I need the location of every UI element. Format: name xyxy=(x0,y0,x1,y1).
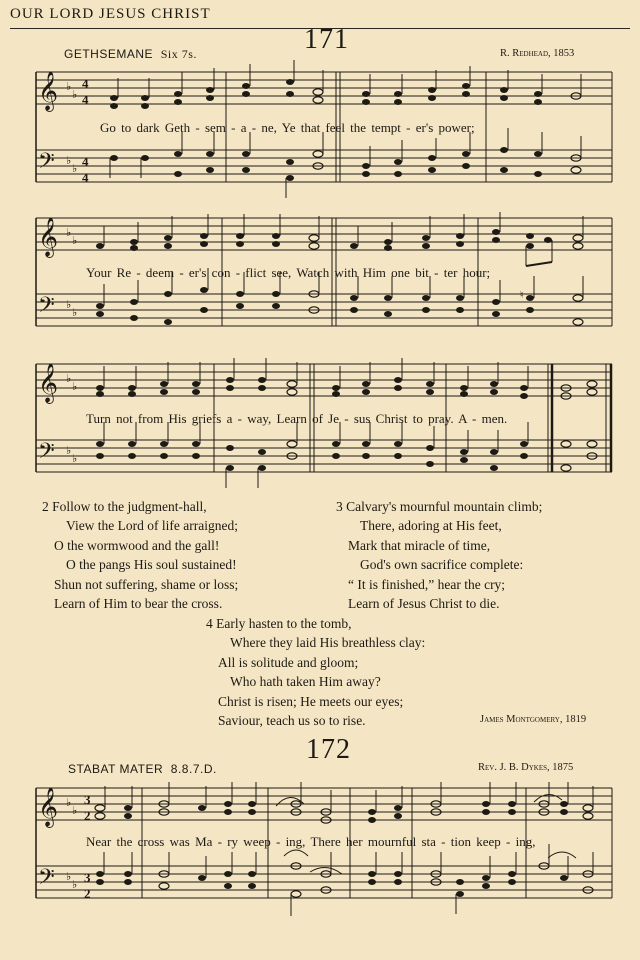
svg-text:♭: ♭ xyxy=(72,163,78,175)
verse-3-line-3: Mark that miracle of time, xyxy=(348,537,491,553)
verse-4-line-3: All is solitude and gloom; xyxy=(218,654,359,670)
svg-text:2: 2 xyxy=(84,886,91,901)
verse-3-line-6: Learn of Jesus Christ to die. xyxy=(348,596,500,612)
svg-text:♭: ♭ xyxy=(72,805,78,817)
lyric-line-3: Turn not from His griefs a - way, Learn of Je - sus Christ to pray. A - men. xyxy=(86,411,508,426)
author-credit-171: James Montgomery, 1819 xyxy=(480,714,587,725)
svg-text:𝄢: 𝄢 xyxy=(38,293,55,323)
svg-text:♭: ♭ xyxy=(66,445,72,457)
tune-name-172 xyxy=(68,762,217,776)
verse-3-line-2: There, adoring at His feet, xyxy=(360,518,502,534)
svg-text:4: 4 xyxy=(82,170,89,185)
svg-text:𝄞: 𝄞 xyxy=(38,787,59,827)
verse-2-line-4: O the pangs His soul sustained! xyxy=(66,557,237,573)
svg-text:4: 4 xyxy=(82,76,89,91)
verse-4-line-1: 4 Early hasten to the tomb, xyxy=(206,616,352,631)
verse-2-line-6: Learn of Him to bear the cross. xyxy=(54,596,223,612)
svg-text:3: 3 xyxy=(84,870,91,885)
music-system-4 xyxy=(0,782,640,922)
hymn-number-171: 171 xyxy=(304,24,349,55)
verse-4 xyxy=(206,614,425,730)
music-system-1 xyxy=(0,66,640,206)
svg-text:𝄢: 𝄢 xyxy=(38,865,55,895)
svg-text:𝄞: 𝄞 xyxy=(38,217,59,257)
hymn-number-172: 172 xyxy=(306,734,351,765)
lyric-line-172-1: Near the cross was Ma - ry weep - ing, There her mournful sta - tion keep - ing, xyxy=(86,834,536,849)
verse-2 xyxy=(42,497,238,613)
verse-2-line-1: 2 Follow to the judgment-hall, xyxy=(42,499,207,514)
svg-text:𝄞: 𝄞 xyxy=(38,71,59,111)
tune-meter: 8.8.7.D. xyxy=(170,762,217,776)
svg-text:2: 2 xyxy=(84,808,91,823)
svg-text:𝄞: 𝄞 xyxy=(38,363,59,403)
verse-4-line-4: Who hath taken Him away? xyxy=(230,674,381,690)
svg-text:♭: ♭ xyxy=(72,453,78,465)
svg-text:4: 4 xyxy=(82,154,89,169)
verse-3-line-4: God's own sacrifice complete: xyxy=(360,557,524,573)
verse-3-line-1: 3 Calvary's mournful mountain climb; xyxy=(336,499,543,514)
verse-4-line-5: Christ is risen; He meets our eyes; xyxy=(218,693,404,709)
svg-text:3: 3 xyxy=(84,792,91,807)
verse-2-line-3: O the wormwood and the gall! xyxy=(54,537,220,553)
tune-title: STABAT MATER xyxy=(68,762,164,776)
svg-text:♭: ♭ xyxy=(66,81,72,93)
tune-meter: Six 7s. xyxy=(160,47,197,61)
verse-4-line-2: Where they laid His breathless clay: xyxy=(230,635,426,651)
verse-4-line-6: Saviour, teach us so to rise. xyxy=(218,713,366,729)
svg-text:♭: ♭ xyxy=(72,381,78,393)
composer-171: R. Redhead, 1853 xyxy=(500,48,575,59)
svg-text:♭: ♭ xyxy=(72,879,78,891)
svg-text:♭: ♭ xyxy=(72,235,78,247)
lyric-line-1: Go to dark Geth - sem - a - ne, Ye that feel the tempt - er's power; xyxy=(100,120,475,135)
svg-text:♭: ♭ xyxy=(66,155,72,167)
svg-text:𝄢: 𝄢 xyxy=(38,149,55,179)
svg-text:4: 4 xyxy=(82,92,89,107)
svg-text:♭: ♭ xyxy=(66,797,72,809)
lyric-line-2: Your Re - deem - er's con - flict see, Watch with Him one bit - ter hour; xyxy=(86,265,491,280)
verse-3-line-5: “ It is finished,” hear the cry; xyxy=(348,576,506,592)
svg-text:♭: ♭ xyxy=(66,871,72,883)
running-head: OUR LORD JESUS CHRIST xyxy=(10,6,211,22)
svg-text:♮: ♮ xyxy=(520,290,524,301)
verse-2-line-2: View the Lord of life arraigned; xyxy=(66,518,238,534)
svg-text:♭: ♭ xyxy=(66,373,72,385)
svg-text:♭: ♭ xyxy=(72,89,78,101)
tune-name-171 xyxy=(64,47,197,62)
svg-text:♭: ♭ xyxy=(72,307,78,319)
verse-3 xyxy=(336,497,542,613)
svg-text:𝄢: 𝄢 xyxy=(38,439,55,469)
verse-2-line-5: Shun not suffering, shame or loss; xyxy=(54,576,239,592)
tune-title: GETHSEMANE xyxy=(64,47,154,61)
composer-172: Rev. J. B. Dykes, 1875 xyxy=(478,762,574,773)
svg-text:♭: ♭ xyxy=(66,299,72,311)
svg-text:♭: ♭ xyxy=(66,227,72,239)
